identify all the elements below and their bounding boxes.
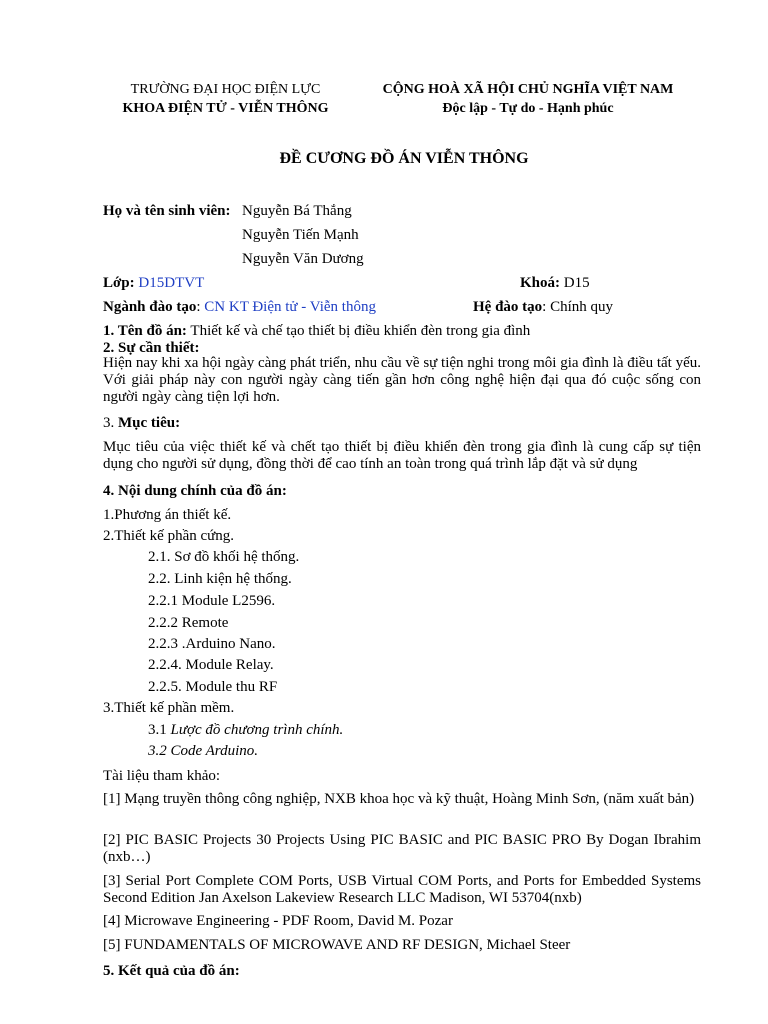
content-item: 2.2.5. Module thu RF [148, 679, 278, 695]
content-item: 2.2.1 Module L2596. [148, 593, 276, 609]
program-row: Hệ đào tạo: Chính quy [473, 299, 614, 315]
national-header [358, 80, 698, 118]
faculty-name: KHOA ĐIỆN TỬ - VIỄN THÔNG [122, 101, 329, 116]
course-row [520, 274, 590, 292]
content-item: 3.Thiết kế phần mềm. [103, 700, 235, 716]
topic-value: Thiết kế và chế tạo thiết bị điều khiển đèn trong gia đình [190, 323, 531, 339]
objective-number: 3. [103, 415, 115, 431]
class-value: D15DTVT [138, 275, 205, 291]
program-value: Chính quy [550, 299, 614, 315]
class-label: Lớp: [103, 275, 135, 291]
necessity-label: 2. Sự cần thiết: [103, 340, 200, 356]
student-name: Nguyễn Bá Thắng [242, 203, 352, 219]
program-label: Hệ đào tạo [473, 299, 543, 315]
reference-item: [1] Mạng truyền thông công nghiệp, NXB khoa học và kỹ thuật, Hoàng Minh Sơn, (năm xuất bản) [103, 791, 695, 807]
content-label: 4. Nội dung chính của đồ án: [103, 483, 287, 499]
major-label: Ngành đào tạo [103, 299, 197, 315]
objective-heading [103, 414, 180, 432]
class-row [103, 274, 204, 292]
software-item-number: 3.1 [148, 722, 167, 738]
university-name: TRƯỜNG ĐẠI HỌC ĐIỆN LỰC [130, 82, 321, 97]
content-item: 2.2. Linh kiện hệ thống. [148, 571, 292, 587]
results-label: 5. Kết quả của đồ án: [103, 963, 240, 979]
country-name: CỘNG HOÀ XÃ HỘI CHỦ NGHĨA VIỆT NAM [382, 82, 674, 97]
reference-item: [2] PIC BASIC Projects 30 Projects Using PIC BASIC and PIC BASIC PRO By Dogan Ibrahim (nxb…) [103, 832, 701, 865]
content-item: 1.Phương án thiết kế. [103, 507, 232, 523]
software-item-text: Lược đồ chương trình chính. [170, 722, 344, 738]
objective-text: Mục tiêu của việc thiết kế và chết tạo thiết bị điều khiển đèn trong gia đình là cung cấp sự tiện dụng cho người sử dụng, đồng thời để cao tính an toàn trong quá trình lắp đặt và sử dụng [103, 439, 701, 472]
topic-row [103, 322, 530, 340]
university-header [98, 80, 353, 118]
reference-item: [4] Microwave Engineering - PDF Room, David M. Pozar [103, 913, 453, 929]
content-item: 2.2.2 Remote [148, 615, 229, 631]
student-name: Nguyễn Tiến Mạnh [242, 227, 359, 243]
content-item: 2.1. Sơ đồ khối hệ thống. [148, 549, 300, 565]
content-item [148, 721, 343, 739]
course-label: Khoá: [520, 275, 561, 291]
students-label: Họ và tên sinh viên: [103, 203, 231, 219]
content-item: 2.2.3 .Arduino Nano. [148, 636, 276, 652]
content-item: 2.Thiết kế phần cứng. [103, 528, 235, 544]
content-item: 3.2 Code Arduino. [148, 743, 259, 759]
references-label: Tài liệu tham khảo: [103, 768, 221, 784]
document-title: ĐỀ CƯƠNG ĐỒ ÁN VIỄN THÔNG [279, 150, 529, 167]
reference-item: [3] Serial Port Complete COM Ports, USB Virtual COM Ports, and Ports for Embedded Systems Second Edition Jan Axelson Lakeview Research LLC Madison, WI 53704(nxb) [103, 873, 701, 906]
reference-item: [5] FUNDAMENTALS OF MICROWAVE AND RF DESIGN, Michael Steer [103, 937, 571, 953]
objective-label: Mục tiêu: [118, 415, 181, 431]
topic-label: 1. Tên đồ án: [103, 323, 187, 339]
necessity-text: Hiện nay khi xa hội ngày càng phát triển, nhu cầu về sự tiện nghi trong môi gia đình là điều tất yếu. Với giải pháp này con người ngày càng tiến gần hơn công nghệ hiện đại qua đó cuộc sống con người ngày càng tiện lợi hơn. [103, 355, 701, 405]
major-row: Ngành đào tạo: CN KT Điện tử - Viễn thông [103, 299, 376, 315]
major-value: CN KT Điện tử - Viễn thông [204, 299, 376, 315]
course-value: D15 [563, 275, 590, 291]
student-name: Nguyễn Văn Dương [242, 251, 364, 267]
content-item: 2.2.4. Module Relay. [148, 657, 274, 673]
motto: Độc lập - Tự do - Hạnh phúc [442, 101, 614, 116]
